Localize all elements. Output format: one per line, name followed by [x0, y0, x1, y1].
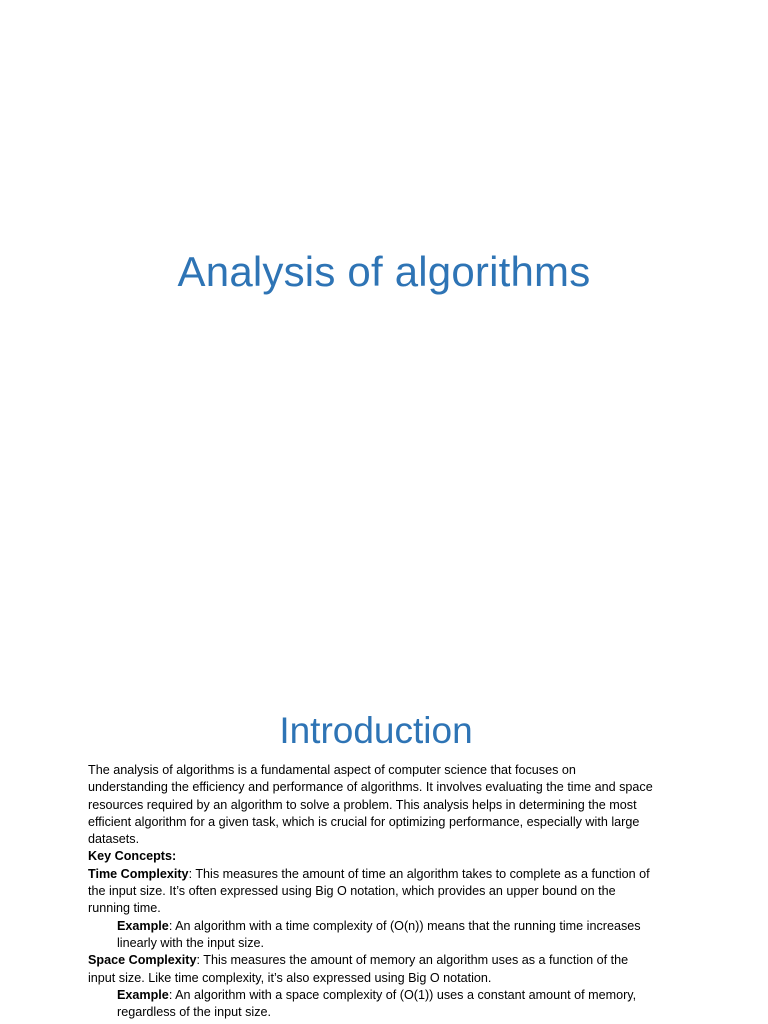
key-concepts-label: Key Concepts: [88, 849, 177, 864]
key-concepts-heading [88, 848, 656, 865]
time-complexity-term: Time Complexity [88, 866, 189, 881]
time-complexity-example [88, 918, 656, 953]
time-example-text: : An algorithm with a time complexity of (O(n)) means that the running time increases linearly with the input size. [117, 918, 641, 950]
slide-title: Analysis of algorithms [177, 248, 591, 295]
space-example-label: Example [117, 987, 169, 1002]
space-complexity-text: : This measures the amount of memory an algorithm uses as a function of the input size. Like time complexity, it’s also expressed using Big O notation. [88, 953, 629, 985]
space-complexity-definition [88, 952, 656, 987]
time-complexity-definition [88, 866, 656, 918]
space-complexity-example [88, 987, 656, 1022]
space-example-text: : An algorithm with a space complexity of (O(1)) uses a constant amount of memory, regardless of the input size. [117, 987, 637, 1020]
time-example-label: Example [117, 918, 169, 933]
time-complexity-text: : This measures the amount of time an algorithm takes to complete as a function of the input size. It’s often expressed using Big O notation, which provides an upper bound on the running time. [88, 866, 650, 916]
space-complexity-term: Space Complexity [88, 953, 197, 968]
introduction-body [88, 762, 656, 1021]
intro-paragraph: The analysis of algorithms is a fundamental aspect of computer science that focuses on understanding the efficiency and performance of algorithms. It involves evaluating the time and space resources required by an algorithm to solve a problem. This analysis helps in determining the most efficient algorithm for a given task, which is crucial for optimizing performance, especially with large datasets. [88, 763, 653, 847]
section-title-introduction: Introduction [279, 710, 473, 751]
